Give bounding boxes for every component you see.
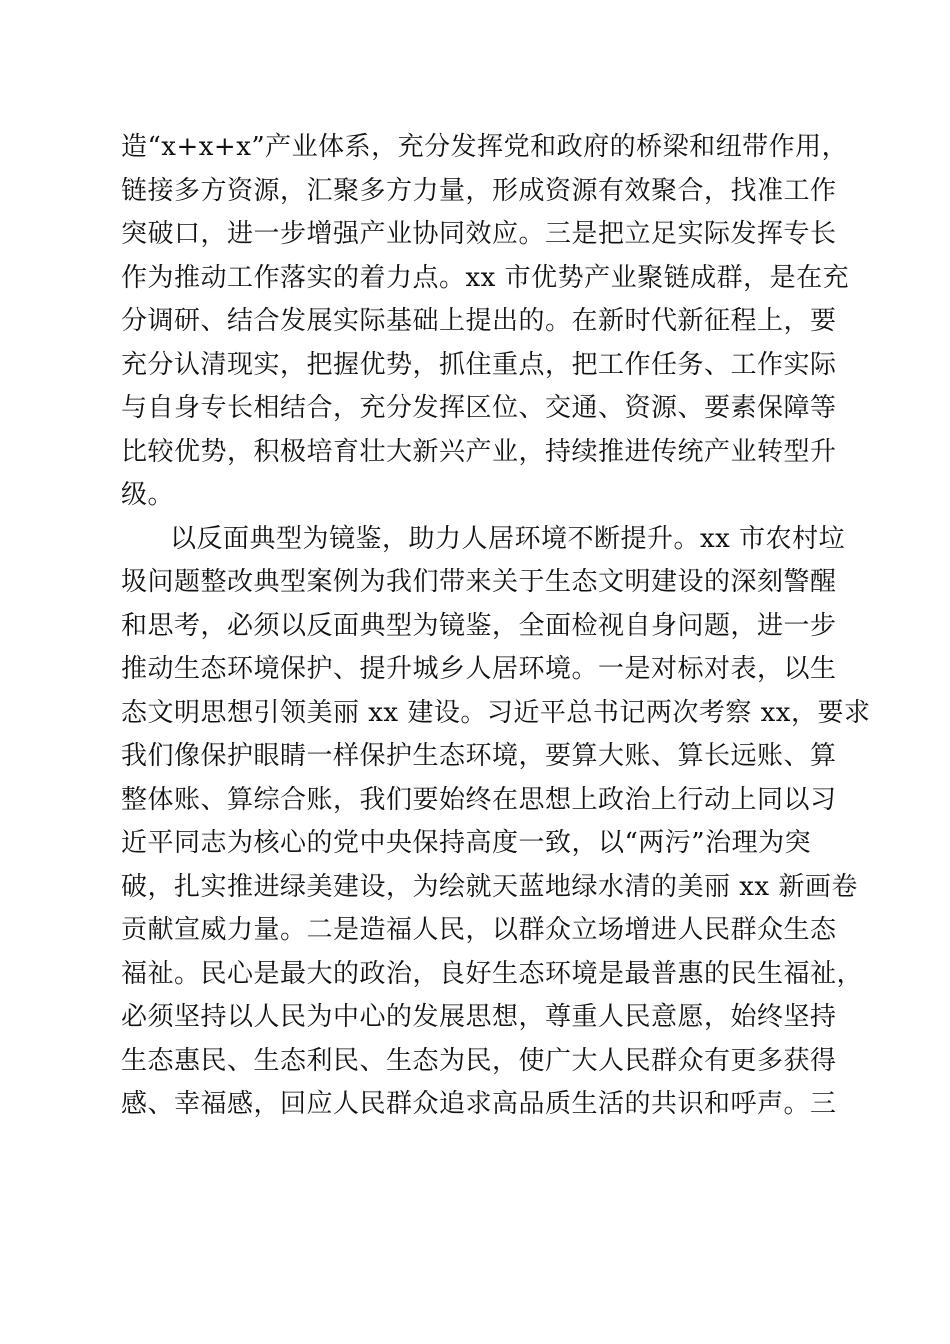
text-line: 态文明思想引领美丽 xx 建设。习近平总书记两次考察 xx，要求 <box>121 697 871 728</box>
text-line: 贡献宣威力量。二是造福人民，以群众立场增进人民群众生态 <box>121 915 837 945</box>
text-line: 推动生态环境保护、提升城乡人居环境。一是对标对表，以生 <box>121 654 837 684</box>
text-line: 造“x+x+x”产业体系，充分发挥党和政府的桥梁和纽带作用， <box>121 132 849 162</box>
text-line: 圾问题整改典型案例为我们带来关于生态文明建设的深刻警醒 <box>121 567 837 597</box>
text-line: 生态惠民、生态利民、生态为民，使广大人民群众有更多获得 <box>121 1045 837 1076</box>
text-line: 分调研、结合发展实际基础上提出的。在新时代新征程上，要 <box>121 306 837 336</box>
text-line: 近平同志为核心的党中央保持高度一致，以“两污”治理为突 <box>121 828 812 858</box>
text-line: 和思考，必须以反面典型为镜鉴，全面检视自身问题，进一步 <box>121 610 837 641</box>
text-line: 必须坚持以人民为中心的发展思想，尊重人民意愿，始终坚持 <box>121 1002 837 1032</box>
text-line: 充分认清现实，把握优势，抓住重点，把工作任务、工作实际 <box>121 349 837 380</box>
text-line: 破，扎实推进绿美建设，为绘就天蓝地绿水清的美丽 xx 新画卷 <box>121 871 858 902</box>
text-line: 作为推动工作落实的着力点。xx 市优势产业聚链成群，是在充 <box>121 262 850 293</box>
text-line: 感、幸福感，回应人民群众追求高品质生活的共识和呼声。三 <box>121 1089 837 1119</box>
text-line: 福祉。民心是最大的政治，良好生态环境是最普惠的民生福祉， <box>121 958 864 989</box>
text-line: 突破口，进一步增强产业协同效应。三是把立足实际发挥专长 <box>121 219 837 249</box>
text-line: 我们像保护眼睛一样保护生态环境，要算大账、算长远账、算 <box>121 741 837 771</box>
text-line: 整体账、算综合账，我们要始终在思想上政治上行动上同以习 <box>121 784 837 815</box>
text-line: 与自身专长相结合，充分发挥区位、交通、资源、要素保障等 <box>121 393 837 423</box>
text-line: 比较优势，积极培育壮大新兴产业，持续推进传统产业转型升 <box>121 436 837 467</box>
text-line: 级。 <box>121 480 175 510</box>
paragraph-start-line: 以反面典型为镜鉴，助力人居环境不断提升。xx 市农村垃 <box>170 523 846 554</box>
text-line: 链接多方资源，汇聚多方力量，形成资源有效聚合，找准工作 <box>121 175 837 206</box>
document-body <box>121 126 871 1127</box>
